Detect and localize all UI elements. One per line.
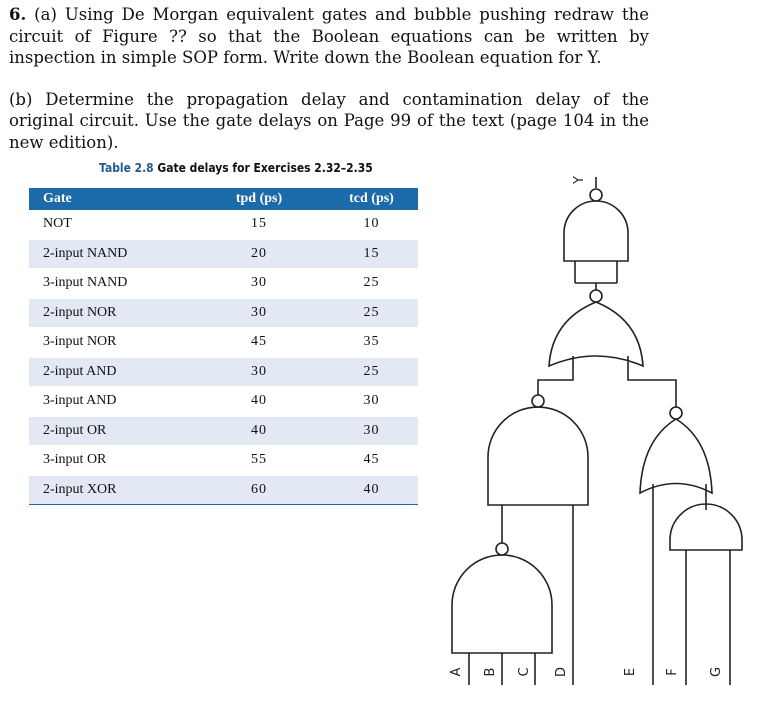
table-caption-title: Gate delays for Exercises 2.32–2.35 [157, 160, 373, 175]
cell-tcd: 25 [325, 269, 418, 299]
cell-gate: 2-input NOR [29, 298, 193, 328]
cell-tcd: 40 [325, 475, 418, 505]
input-label-a: A [449, 667, 464, 677]
input-label-g: G [709, 666, 724, 678]
wire [538, 356, 573, 395]
cell-tpd: 30 [193, 269, 325, 299]
cell-gate: 2-input OR [29, 416, 193, 446]
cell-tpd: 55 [193, 446, 325, 476]
cell-tcd: 30 [325, 416, 418, 446]
header-tpd: tpd (ps) [193, 188, 325, 210]
output-label-y: Y [572, 176, 587, 184]
cell-tcd: 25 [325, 357, 418, 387]
cell-tpd: 45 [193, 328, 325, 358]
and-gate-right [670, 504, 742, 550]
input-label-f: F [665, 668, 680, 676]
inversion-bubble [532, 395, 544, 407]
nor-gate-middle [549, 290, 643, 366]
input-label-e: E [623, 667, 638, 677]
problem-number: 6. [9, 5, 27, 24]
cell-gate: NOT [29, 210, 193, 239]
cell-tpd: 15 [193, 210, 325, 239]
inversion-bubble [496, 543, 508, 555]
cell-tcd: 15 [325, 239, 418, 269]
header-gate: Gate [29, 188, 193, 210]
table-caption-label: Table 2.8 [99, 160, 154, 175]
input-labels [449, 667, 724, 677]
cell-gate: 3-input AND [29, 387, 193, 417]
cell-tcd: 25 [325, 298, 418, 328]
cell-tcd: 30 [325, 387, 418, 417]
part-a-text: (a) Using De Morgan equivalent gates and bubble pushing redraw the circuit of Figure ?? so that the Boolean equations can be written by inspection in simple SOP form. Write down the Boolean equation for Y. [9, 5, 649, 67]
nand-gate-top [564, 189, 628, 261]
cell-tcd: 45 [325, 446, 418, 476]
cell-tpd: 30 [193, 298, 325, 328]
inversion-bubble [670, 407, 682, 419]
cell-tpd: 40 [193, 387, 325, 417]
inversion-bubble [590, 189, 602, 201]
header-tcd: tcd (ps) [325, 188, 418, 210]
cell-tcd: 10 [325, 210, 418, 239]
inversion-bubble [590, 290, 602, 302]
cell-gate: 3-input NOR [29, 328, 193, 358]
cell-gate: 3-input NAND [29, 269, 193, 299]
cell-tpd: 60 [193, 475, 325, 505]
cell-gate: 3-input OR [29, 446, 193, 476]
cell-tpd: 40 [193, 416, 325, 446]
cell-tpd: 30 [193, 357, 325, 387]
cell-tcd: 35 [325, 328, 418, 358]
nand-gate-bottom [452, 543, 552, 653]
cell-gate: 2-input AND [29, 357, 193, 387]
nor-gate-right [640, 407, 712, 493]
input-label-c: C [517, 667, 532, 677]
nand-gate-left [488, 395, 588, 505]
cell-tpd: 20 [193, 239, 325, 269]
input-label-b: B [483, 667, 498, 677]
cell-gate: 2-input NAND [29, 239, 193, 269]
part-b-text: (b) Determine the propagation delay and contamination delay of the original circuit. Use the gate delays on Page 99 of the text (page 104 in the new edition). [9, 89, 649, 152]
cell-gate: 2-input XOR [29, 475, 193, 505]
input-label-d: D [554, 666, 569, 678]
